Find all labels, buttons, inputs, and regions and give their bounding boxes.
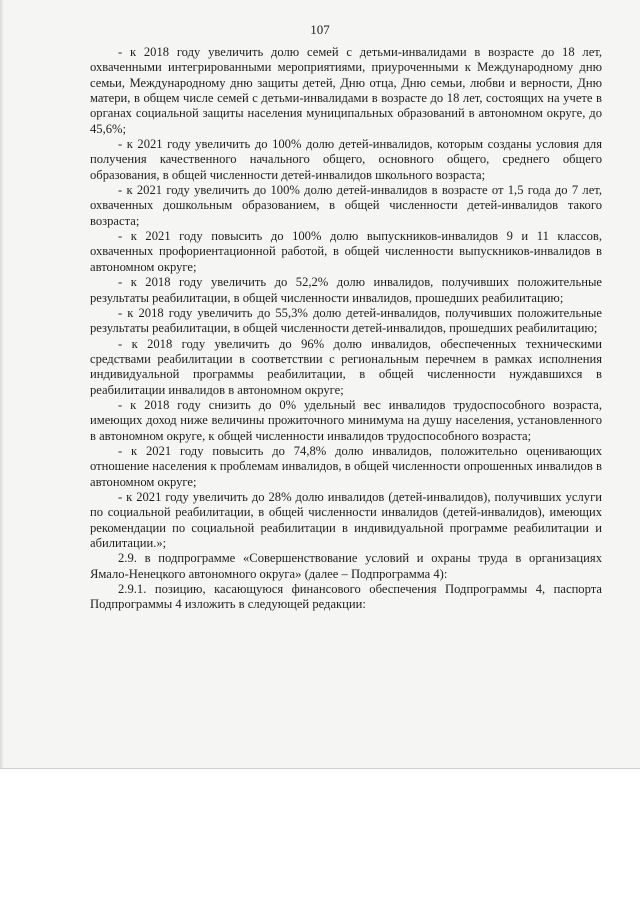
paragraph-income: - к 2018 году снизить до 0% удельный вес инвалидов трудоспособного возраста, имеющих доход ниже величины прожиточного минимума на душу населения, установленного в автономном округе, к общей численности инвалидов трудоспособного возраста; xyxy=(90,397,602,443)
paragraph-rehab-adults: - к 2018 году увеличить до 52,2% долю инвалидов, получивших положительные результаты реабилитации, в общей численности инвалидов, прошедших реабилитацию; xyxy=(90,275,602,305)
paragraph-career-guidance: - к 2021 году повысить до 100% долю выпускников-инвалидов 9 и 11 классов, охваченных профориентационной работой, в общей численности выпускников-инвалидов в автономном округе; xyxy=(90,229,602,274)
paragraph-rehab-children: - к 2018 году увеличить до 55,3% долю детей-инвалидов, получивших положительные результаты реабилитации, в общей численности детей-инвалидов, прошедших реабилитацию; xyxy=(90,305,602,336)
paragraph-technical-means: - к 2018 году увеличить до 96% долю инвалидов, обеспеченных техническими средствами реабилитации в соответствии с региональным перечнем в рамках исполнения индивидуальной программы реабилитации, в общей численности нуждавшихся в реабилитации инвалидов в автономном округе; xyxy=(90,336,602,397)
scan-shadow-edge xyxy=(0,0,4,768)
paragraph-public-attitude: - к 2021 году повысить до 74,8% долю инвалидов, положительно оценивающих отношение населения к проблемам инвалидов, в общей численности опрошенных инвалидов в автономном округе; xyxy=(90,443,602,489)
paragraph-financing: 2.9.1. позицию, касающуюся финансового обеспечения Подпрограммы 4, паспорта Подпрограммы 4 изложить в следующей редакции: xyxy=(90,582,602,612)
paragraph-social-rehab: - к 2021 году увеличить до 28% долю инвалидов (детей-инвалидов), получивших услуги по социальной реабилитации, в общей численности инвалидов (детей-инвалидов), имеющих рекомендации по социальной реабилитации в индивидуальной программе реабилитации и абилитации.»; xyxy=(90,489,602,550)
paragraph-school-education: - к 2021 году увеличить до 100% долю детей-инвалидов, которым созданы условия для получения качественного начального общего, основного общего, среднего общего образования, в общей численности детей-инвалидов школьного возраста; xyxy=(90,137,602,182)
page-number: 107 xyxy=(310,22,330,37)
document-body xyxy=(90,45,602,613)
paragraph-subprogram-4: 2.9. в подпрограмме «Совершенствование условий и охраны труда в организациях Ямало-Ненецкого автономного округа» (далее – Подпрограмма 4): xyxy=(90,551,602,581)
paragraph-preschool: - к 2021 году увеличить до 100% долю детей-инвалидов в возрасте от 1,5 года до 7 лет, охваченных дошкольным образованием, в общей численности детей-инвалидов такого возраста; xyxy=(90,183,602,228)
paragraph-families-events: - к 2018 году увеличить долю семей с детьми-инвалидами в возрасте до 18 лет, охваченными интегрированными мероприятиями, приуроченными к Международному дню семьи, Международному дню защиты детей, Дню отца, Дню семьи, любви и верности, Дню матери, в общем числе семей с детьми-инвалидами в возрасте до 18 лет, состоящих на учете в органах социальной защиты населения муниципальных образований в автономном округе, до 45,6%; xyxy=(90,45,602,136)
